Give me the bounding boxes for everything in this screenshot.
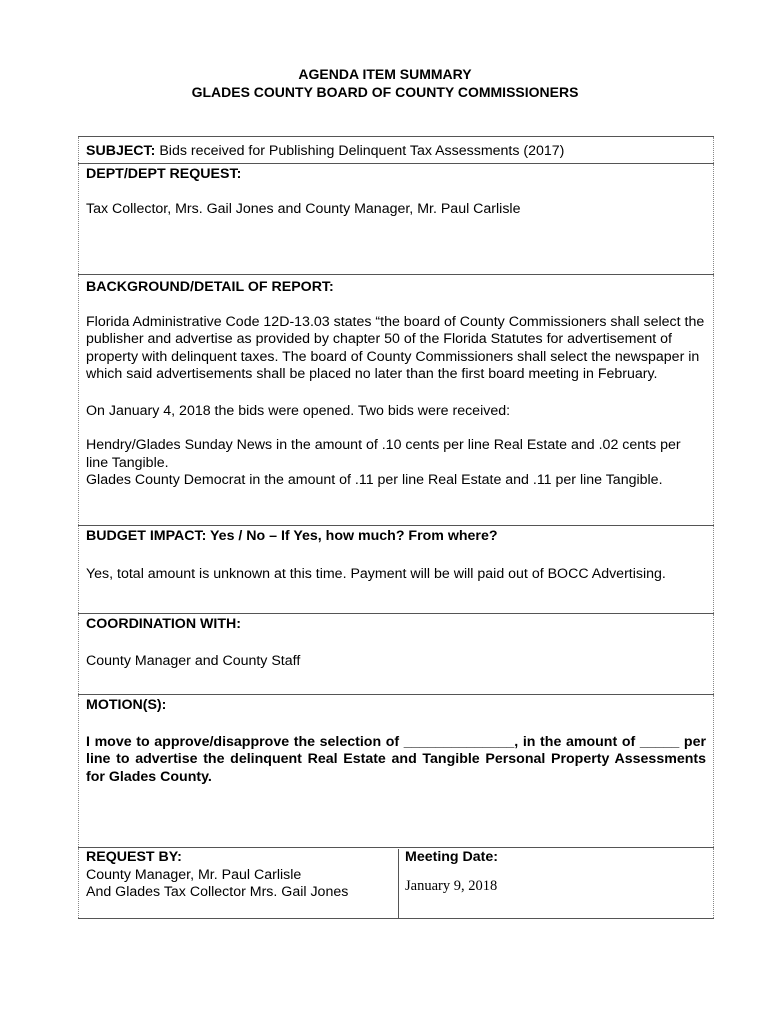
- request-label: REQUEST BY:: [86, 849, 182, 865]
- budget-value: Yes, total amount is unknown at this time. Payment will be will paid out of BOCC Advertising.: [86, 565, 666, 582]
- dept-row: [78, 164, 714, 274]
- budget-row: [78, 526, 714, 613]
- request-line-1: County Manager, Mr. Paul Carlisle: [86, 866, 302, 883]
- meeting-date-value: January 9, 2018: [405, 877, 498, 894]
- background-row: [78, 275, 714, 525]
- coordination-row: [78, 614, 714, 694]
- request-meeting-row: [78, 848, 714, 918]
- background-paragraph-1: Florida Administrative Code 12D-13.03 states “the board of County Commissioners shall select the publisher and advertise as provided by chapter 50 of the Florida Statutes for advertisement of property with delinquent taxes. The board of County Commissioners shall select the newspaper in which said advertisements shall be placed no later than the first board meeting in February.: [86, 313, 705, 382]
- dept-value: Tax Collector, Mrs. Gail Jones and County Manager, Mr. Paul Carlisle: [86, 200, 521, 217]
- motion-text: I move to approve/disapprove the selection of ______________, in the amount of _____ per line to advertise the delinquent Real Estate and Tangible Personal Property Assessments for Glades County.: [86, 733, 706, 785]
- request-cell: [86, 849, 399, 918]
- background-bid-2: Glades County Democrat in the amount of .11 per line Real Estate and .11 per line Tangible.: [86, 472, 663, 488]
- subject-row: [78, 137, 714, 163]
- subject-value: Bids received for Publishing Delinquent Tax Assessments (2017): [159, 143, 565, 159]
- background-label: BACKGROUND/DETAIL OF REPORT:: [86, 279, 334, 295]
- coordination-value: County Manager and County Staff: [86, 652, 301, 669]
- meeting-date-label: Meeting Date:: [405, 849, 499, 865]
- table-bottom-border: [78, 918, 714, 919]
- document-subtitle: GLADES COUNTY BOARD OF COUNTY COMMISSIONERS: [191, 84, 579, 100]
- meeting-cell: [399, 849, 498, 918]
- request-line-2: And Glades Tax Collector Mrs. Gail Jones: [86, 884, 349, 900]
- motion-label: MOTION(S):: [86, 697, 167, 713]
- subject-label: SUBJECT:: [86, 143, 156, 159]
- background-bid-1: Hendry/Glades Sunday News in the amount of .10 cents per line Real Estate and .02 cents per line Tangible.: [86, 437, 681, 471]
- background-paragraph-2: On January 4, 2018 the bids were opened. Two bids were received:: [86, 402, 511, 419]
- motion-row: [78, 695, 714, 847]
- coordination-label: COORDINATION WITH:: [86, 616, 241, 632]
- budget-label: BUDGET IMPACT: Yes / No – If Yes, how much? From where?: [86, 528, 498, 544]
- document-title: AGENDA ITEM SUMMARY: [298, 66, 472, 82]
- dept-label: DEPT/DEPT REQUEST:: [86, 166, 242, 182]
